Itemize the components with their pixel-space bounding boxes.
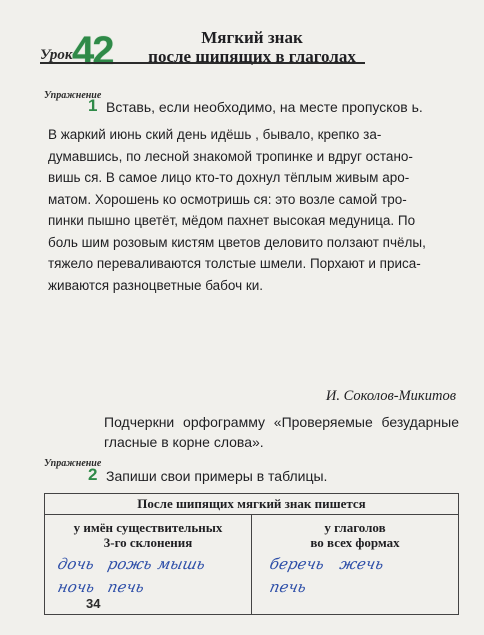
column-header-line: 3-го склонения <box>103 535 193 550</box>
page-number: 34 <box>86 596 101 611</box>
exercise-1-label: Упражнение <box>44 90 102 101</box>
handwritten-word: дочь <box>56 555 96 573</box>
author: И. Соколов-Микитов <box>325 388 456 404</box>
title-line-2: после шипящих в глаголах <box>148 47 356 66</box>
column-header-line: у глаголов <box>324 520 386 535</box>
text-line: живаются разноцветные бабоч ки. <box>48 277 264 293</box>
lesson-badge <box>40 27 130 75</box>
exercise-2-instruction: Запиши свои примеры в таблицы. <box>106 468 328 484</box>
handwritten-word: рожь <box>106 555 154 573</box>
text-line: В жаркий июнь ский день идёшь , бывало, крепко за- <box>48 127 382 142</box>
text-line: тяжело переваливаются толстые шмели. Порхают и приса- <box>48 256 421 271</box>
column-header-nouns <box>44 520 252 550</box>
exercise-2-number: 2 <box>88 465 98 484</box>
text-line: пинки пышно цветёт, мёдом пахнет высокая медуница. По <box>48 213 416 228</box>
text-line: матом. Хорошень ко осмотришь ся: это возле самой тро- <box>48 191 407 207</box>
title-line-1: Мягкий знак <box>201 28 303 47</box>
lesson-number: 42 <box>72 29 113 73</box>
handwritten-word: печь <box>106 578 146 596</box>
handwritten-word: мышь <box>156 555 207 573</box>
page-title <box>132 28 372 66</box>
column-header-verbs <box>251 520 459 550</box>
column-header-line: во всех формах <box>310 535 400 550</box>
table-header: После шипящих мягкий знак пишется <box>44 493 459 515</box>
underline-task: Подчеркни орфограмму «Проверяемые безударные гласные в корне слова». <box>104 414 459 450</box>
text-line: боль шим розовым кистям цветов деловито ползают пчёлы, <box>48 234 426 250</box>
lesson-word: Урок <box>40 47 73 63</box>
handwritten-word: жечь <box>338 555 386 573</box>
title-divider <box>40 62 365 64</box>
text-line: вишь ся. В самое лицо кто-то дохнул тёплым живым аро- <box>48 170 410 185</box>
handwritten-word: беречь <box>268 555 326 573</box>
text-line: думавшись, по лесной знакомой тропинке и вдруг остано- <box>48 148 413 164</box>
column-header-line: у имён существительных <box>73 520 223 535</box>
exercise-1-text <box>48 124 458 296</box>
exercise-2-label: Упражнение <box>44 458 102 469</box>
exercise-1-number: 1 <box>88 96 98 115</box>
handwritten-word: печь <box>268 578 308 596</box>
handwritten-word: ночь <box>56 578 97 596</box>
exercise-1-instruction: Вставь, если необходимо, на месте пропусков ь. <box>106 99 423 115</box>
